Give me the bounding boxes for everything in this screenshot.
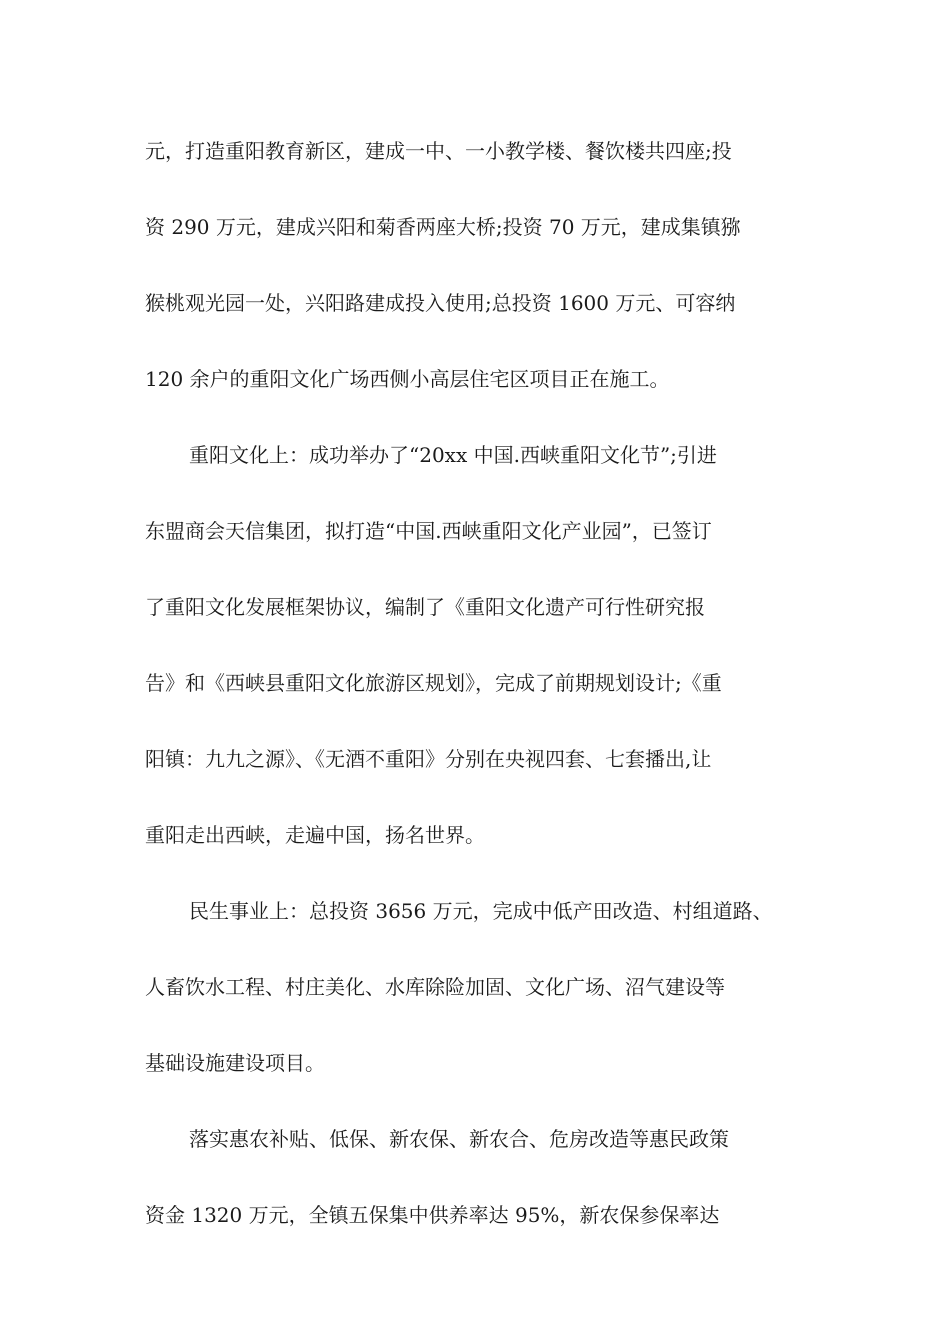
text-line-4: 120 余户的重阳文化广场西侧小高层住宅区项目正在施工。 (145, 367, 670, 391)
text-line-9: 阳镇：九九之源》、《无酒不重阳》分别在央视四套、七套播出,让 (145, 747, 712, 771)
text-line-1: 元，打造重阳教育新区，建成一中、一小教学楼、餐饮楼共四座;投 (145, 139, 732, 163)
document-body (145, 132, 815, 1272)
text-line-15: 资金 1320 万元，全镇五保集中供养率达 95%，新农保参保率达 (145, 1203, 720, 1227)
text-line-6: 东盟商会天信集团，拟打造“中国.西峡重阳文化产业园”，已签订 (145, 519, 712, 543)
text-line-7: 了重阳文化发展框架协议，编制了《重阳文化遗产可行性研究报 (145, 595, 705, 619)
text-line-10: 重阳走出西峡，走遍中国，扬名世界。 (145, 823, 485, 847)
text-line-12: 人畜饮水工程、村庄美化、水库除险加固、文化广场、沼气建设等 (145, 975, 725, 999)
text-line-3: 猴桃观光园一处，兴阳路建成投入使用;总投资 1600 万元、可容纳 (145, 291, 736, 315)
text-line-13: 基础设施建设项目。 (145, 1051, 325, 1075)
text-line-8: 告》和《西峡县重阳文化旅游区规划》，完成了前期规划设计;《重 (145, 671, 722, 695)
text-line-14: 落实惠农补贴、低保、新农保、新农合、危房改造等惠民政策 (189, 1127, 729, 1151)
text-line-5: 重阳文化上：成功举办了“20xx 中国.西峡重阳文化节”;引进 (189, 443, 717, 467)
text-line-11: 民生事业上：总投资 3656 万元，完成中低产田改造、村组道路、 (189, 899, 773, 923)
text-line-2: 资 290 万元，建成兴阳和菊香两座大桥;投资 70 万元，建成集镇猕 (145, 215, 741, 239)
